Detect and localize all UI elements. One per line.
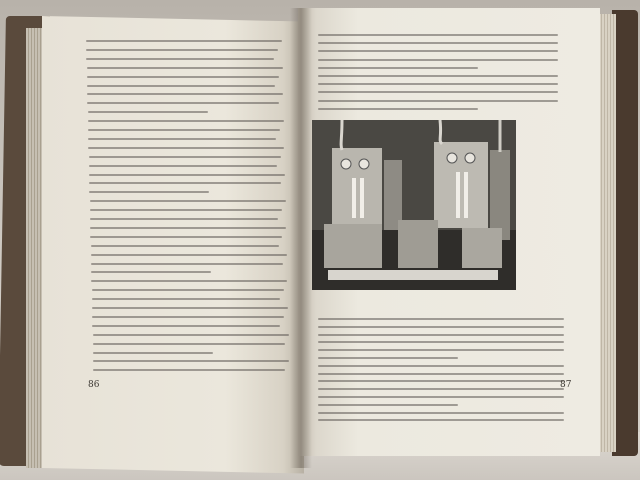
text-line [318,349,564,351]
text-line [90,200,286,202]
text-line [87,85,275,87]
text-line [318,318,564,320]
text-line [318,34,558,36]
text-line [88,120,284,122]
text-line [90,218,278,220]
text-line [87,67,283,69]
text-line [318,388,564,390]
text-line [88,129,280,131]
text-line [318,334,564,336]
text-line [93,334,289,336]
text-line [88,147,284,149]
text-line [318,67,478,69]
text-line [86,40,282,42]
left-page-number: 86 [88,380,100,390]
text-line [318,100,558,102]
text-line [93,352,213,354]
text-line [92,325,280,327]
text-line [318,83,558,85]
text-line [87,102,279,104]
text-line [89,174,285,176]
text-line [318,412,564,414]
text-line [90,209,282,211]
text-line [91,263,283,265]
text-line [318,59,558,61]
text-line [90,236,282,238]
apparatus-photo [312,120,516,290]
text-line [86,49,278,51]
text-line [91,245,279,247]
book-gutter [290,8,312,468]
text-line [89,156,281,158]
text-line [318,373,564,375]
text-line [318,326,564,328]
text-line [318,108,478,110]
text-line [91,280,287,282]
text-line [318,42,558,44]
text-line [88,138,276,140]
text-line [318,396,564,398]
text-line [86,58,274,60]
text-line [91,254,287,256]
right-page-number: 87 [560,380,572,390]
text-line [89,191,209,193]
text-line [318,75,558,77]
text-line [87,76,279,78]
text-line [92,298,280,300]
text-line [92,289,284,291]
text-line [90,227,286,229]
text-line [88,111,208,113]
text-line [318,404,458,406]
apparatus-illustration [312,120,516,290]
text-line [89,165,277,167]
text-line [318,365,564,367]
text-line [92,316,284,318]
text-line [318,357,458,359]
text-line [93,343,285,345]
text-line [93,369,285,371]
text-line [92,307,288,309]
